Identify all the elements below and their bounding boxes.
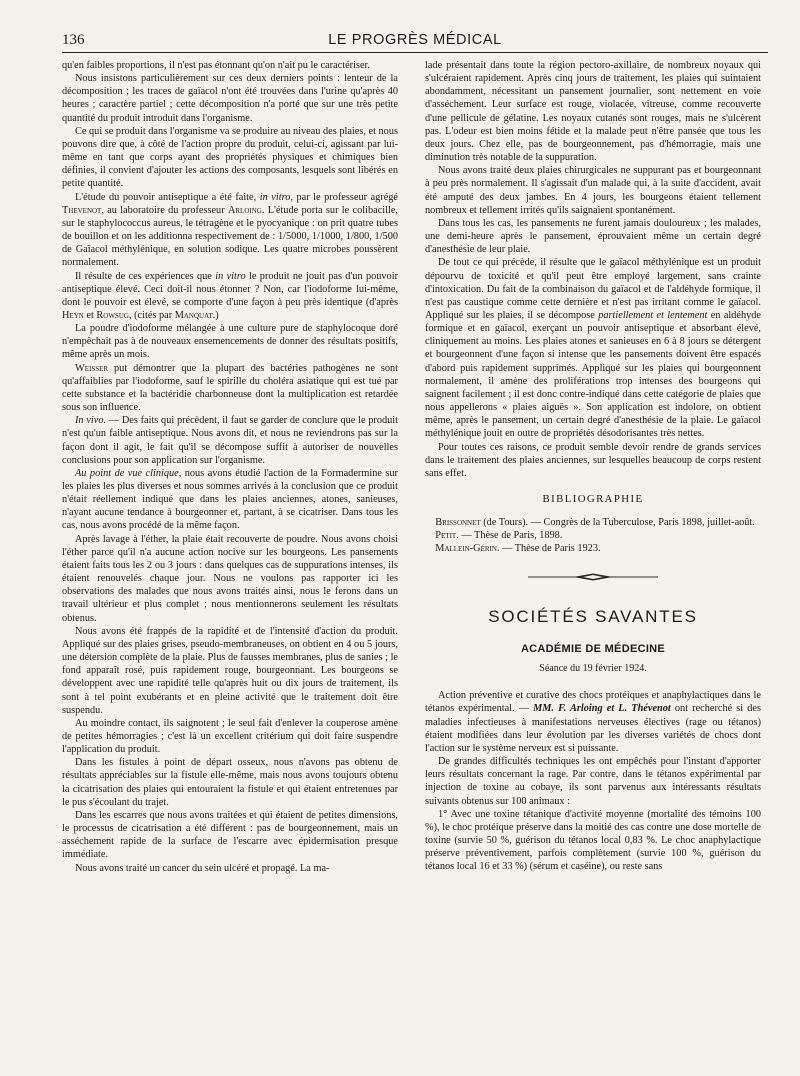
text: Il résulte de ces expériences que [75,270,212,282]
author-name: Mallein-Gérin. [435,543,500,555]
text: , par le professeur agrégé [290,191,399,203]
text: , au laboratoire du professeur [101,204,225,216]
running-title: LE PROGRÈS MÉDICAL [328,32,502,48]
paragraph: Pour toutes ces raisons, ce produit semble devoir rendre de grands services dans le traitement des plaies anciennes, sur lesquelles beaucoup de corps restent sans effet. [425,441,761,479]
emphasis: In vivo. [75,415,107,427]
paragraph: Nous avons été frappés de la rapidité et de l'intensité d'action du produit. Appliqué sur des plaies grises, pseudo-membraneuses, on obtient en 4 ou 5 jours, une détersion complète de la plaie. Plus de fausses membranes, plus de sanies ; le fond apparaît rosé, puis rapidement rouge, bourgeonnant. Les bourgeons se développent avec une rapidité telle qu'après huit ou dix jours de traitement, ils sont à tel point exubérants et en pleine activité que le traitement doit être suspendu. [62,625,398,716]
text: — Des faits qui précèdent, il faut se garder de conclure que le produit n'est qu'un faible antiseptique. Nous avons dit, et nous ne reviendrons pas sur la façon dont il agit, le fait qu'il se décompose suffit à autoriser de nouvelles conclusions pour son application sur l'organisme. [62,415,398,466]
session-date: Séance du 19 février 1924. [539,663,647,675]
page-number: 136 [62,32,85,48]
emphasis: in vitro [215,270,246,282]
text: .) [212,309,219,321]
right-column [425,59,761,873]
paragraph: lade présentait dans toute la région pectoro-axillaire, de nombreux noyaux qui s'ulcéraient rapidement. Après cinq jours de traitement, les plaies qui suintaient abondamment, nécessitant un pansement journalier, sont nettement en voie d'asséchement. Leur surface est rouge, violacée, vitreuse, comme recouverte d'une pellicule de gélatine. Les noyaux cutanés sont rouges, mais ne s'ulcèrent pas. L'odeur est bien moins fétide et la malade peut n'être pansée que tous les deux jours. Chez elle, pas de bourgeonnement, pas d'hémorragie, mais une diminution très notable de la suppuration. [425,60,761,164]
author-name: Brissonnet [435,517,481,529]
section-title: SOCIÉTÉS SAVANTES [488,606,698,626]
text: et [86,309,94,321]
paragraph [62,362,398,415]
paragraph: Après lavage à l'éther, la plaie était recouverte de poudre. Nous avons choisi l'éther parce qu'il n'a aucune action nocive sur les bourgeons. Les pansements étaient faits tous les 2 ou 3 jours : dans quelques cas de suppurations intenses, ils étaient renouvelés chaque jour. Nous ne voulons pas rapporter ici les observations des malades que nous avons traités ainsi, nous le ferons dans un travail ultérieur et plus complet ; nous mentionnerons seulement les résultats obtenus. [62,533,398,624]
paragraph [62,414,398,467]
text: le produit ne jouit pas d'un pouvoir antiseptique élevé. Ceci doit-il nous étonner ? Non, car l'iodoforme lui-même, dont le pouvoir est élevé, se comporte d'une façon à peu près identique (d'après [62,270,398,308]
paragraph [62,191,398,270]
paragraph: Au moindre contact, ils saignotent ; le seul fait d'enlever la couperose amène de petites hémorragies ; c'est là un excellent critérium qui doit faire suspendre l'application du produit. [62,717,398,756]
bibliography-title: BIBLIOGRAPHIE [542,493,644,505]
academy-title: ACADÉMIE DE MÉDECINE [520,642,666,655]
paragraph: De grandes difficultés techniques les ont empêchés pour l'instant d'apporter leurs résultats concernant la rage. Par contre, dans le tétanos expérimental par injection de toxine au cobaye, ils sont parvenus aux intéressants résultats suivants obtenus sur 100 animaux : [425,756,761,807]
paragraph: 1° Avec une toxine tétanique d'activité moyenne (mortalité des témoins 100 %), le choc protéique préserve dans la moitié des cas contre une dose mortelle de toxine (survie 50 %, guérison du tétanos local 0,83 %. Le choc anaphylactique préserve préventivement, parfois complètement (survie 100 %, guérison du tétanos local 16 et 33 %) (sérum et caséine), ou reste sans [425,808,761,873]
text: , (cités par [128,309,173,321]
author-name: Thevenot [62,204,102,216]
text: L'étude du pouvoir antiseptique a été faite, [75,191,257,203]
paragraph [62,270,398,323]
text: put démontrer que la plupart des bactéries pathogènes ne sont qu'affaiblies par l'iodoforme, sauf le spirille du choléra asiatique qui est tué par cette substance et la bactéridie charbonneuse dont la multiplication est retardée sous son influence. [62,362,398,414]
author-names: MM. F. Arloing et L. Thévenot [533,703,671,715]
text: , nous avons étudié l'action de la Formadermine sur les plaies les plus diverses et nous sommes arrivés à la conclusion que ce produit n'était réellement indiqué que dans les plaies anciennes, atones, sanieuses, n'ayant aucune tendance à bourgeonner et, partant, à se cicatriser. Dans tous les cas, nous avons procédé de la même façon. [62,467,398,532]
emphasis: partiellement et lentement [598,309,708,321]
paragraph: La poudre d'iodoforme mélangée à une culture pure de staphylocoque doré n'empêchait pas à de nouveaux ensemencements de donner des résultats positifs, même après un mois. [62,323,398,361]
ornament-divider [425,572,761,586]
author-name: Heyn [62,309,84,321]
paragraph: Dans les escarres que nous avons traitées et qui étaient de petites dimensions, le processus de cicatrisation a été différent : pas de bourgeonnement, mais un asséchement rapide de la surface de l'escarre avec épidermisation presque immédiate. [62,809,398,861]
emphasis: Au point de vue clinique [75,467,179,479]
text: De tout ce qui précède, il résulte que le gaïacol méthylénique est un produit dépourvu de toxicité et qu'il peut être employé largement, sans crainte d'intoxication. Du fait de la combinaison du gaïacol et de l'aldéhyde formique, il n'est pas caustique comme cette dernière et n'est pas irritant comme le gaïacol. Appliqué sur les plaies, il se décompose [425,257,761,321]
text: . L'étude porta sur le colibacille, sur le staphylococcus aureus, le tétragène et le pyocyanique : on prit quatre tubes de bouillon et on les additionna respectivement de : 1/5000, 1/1000, 1/800, 1/500 de Gaïacol méthylénique, en solution sodique. Les quatre microbes poussèrent normalement. [62,204,399,269]
paragraph [425,256,761,440]
author-name: Rowsug [96,309,129,321]
author-name: Petit. [435,530,459,542]
paragraph: Nous insistons particulièrement sur ces deux derniers points : lenteur de la décomposition ; les traces de gaïacol n'ont été trouvées dans l'urine qu'après 40 heures ; caractère partiel ; cette décomposition n'a porté que sur une très petite quantité du produit introduit dans l'organisme. [62,73,398,124]
paragraph [62,467,398,533]
author-name: Manquat [174,309,213,321]
bibliography-entry [425,542,761,555]
page-header [62,30,768,53]
author-name: Weisser [75,362,109,374]
paragraph: Nous avons traité un cancer du sein ulcéré et propagé. La ma- [75,862,330,874]
bibliography-entry [425,529,761,542]
paragraph: qu'en faibles proportions, il n'est pas étonnant qu'on n'ait pu le caractériser. [62,60,370,71]
bibliography [425,516,761,555]
bibliography-entry [425,516,761,529]
text: en aldéhyde formique et en gaïacol, exerçant un pouvoir antiseptique et absorbant élevé, cliniquement au moins. Les plaies atones et sanieuses en 6 à 8 jours se détergent et bourgeonnent d'une façon si intense que les pansements doivent être espacés d'abord puis rapidement supprimés. Appliqué sur les plaies qui bourgeonnent normalement, il amène des proliférations trop intenses des bourgeons qui saignent facilement ; il est donc contre-indiqué dans cette catégorie de plaies que nous appellerons « plaies aiguës ». Son application est indolore, on obtient même, après le pansement, un certain degré d'anesthésie de la plaie. Le gaïacol méthylénique jouit en outre de propriétés désodorisantes très nettes. [425,309,761,440]
paragraph [425,689,761,755]
paragraph: Ce qui se produit dans l'organisme va se produire au niveau des plaies, et nous pouvons dire que, à côté de l'action propre du produit, celui-ci, agissant par lui-même en tant que corps ayant des propriétés physiques et chimiques bien définies, il convient d'ajouter les actions des composants, lesquels sont libérés en petite quantité. [62,125,398,190]
left-column [62,59,398,875]
text: (de Tours). — Congrès de la Tuberculose, Paris 1898, juillet-août. [483,517,755,529]
text: — Thèse de Paris 1923. [502,543,601,555]
paragraph: Dans les fistules à point de départ osseux, nous n'avons pas obtenu de résultats appréciables sur la fistule elle-même, mais nous avons toujours obtenu la cicatrisation des plaies qui entouraient la fistule et qui étaient entretenues par le pus s'écoulant du trajet. [62,757,398,808]
emphasis: in vitro [259,191,291,203]
paragraph: Dans tous les cas, les pansements ne furent jamais douloureux ; les malades, une demi-heure après le pansement, éprouvaient même un certain degré d'anesthésie de leur plaie. [425,217,761,256]
ornament-icon [528,572,658,582]
author-name: Arloing [227,204,262,216]
paragraph: Nous avons traité deux plaies chirurgicales ne suppurant pas et bourgeonnant à peu près normalement. Il s'agissait d'un malade qui, à la suite d'accident, avait été amputé des deux jambes. En 4 jours, les bourgeons étaient tellement nombreux et tellement irrités qu'ils saignaient spontanément. [425,165,761,216]
text: ont recherché si des maladies infectieuses à manifestations nerveuses électives (rage ou tétanos) étaient modifiées dans leur évolution par les diverses variétés de chocs dont l'action sur le système nerveux est si puissante. [425,703,762,754]
text: — Thèse de Paris, 1898. [461,530,563,542]
text: Action préventive et curative des chocs protéiques et anaphylactiques dans le tétanos expérimental. — [425,690,761,715]
